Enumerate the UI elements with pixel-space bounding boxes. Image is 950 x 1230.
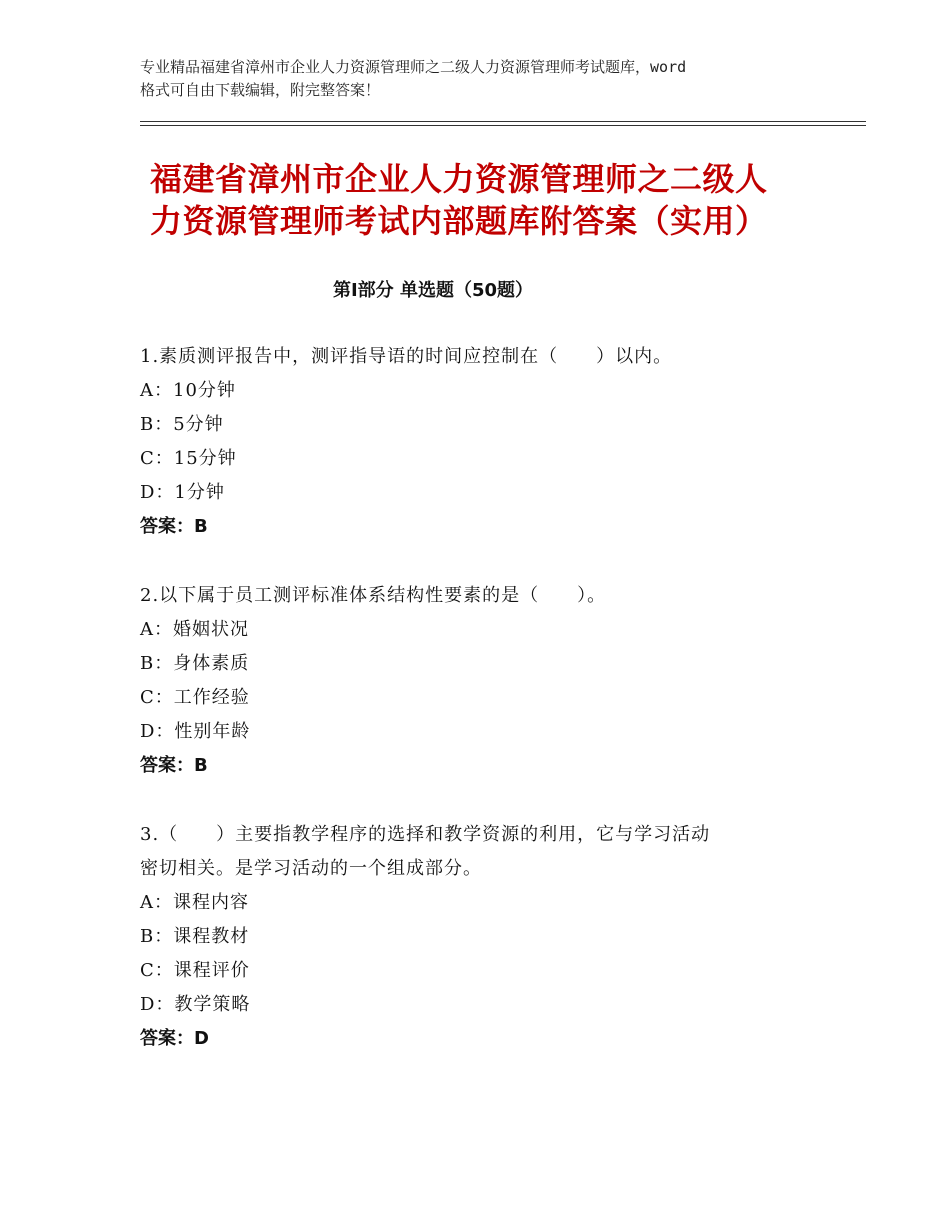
answer: 答案：D xyxy=(140,1028,209,1049)
answer: 答案：B xyxy=(140,755,208,776)
option-c: C：工作经验 xyxy=(140,687,250,708)
document-title xyxy=(150,158,830,242)
header-note xyxy=(140,56,830,102)
section-heading: 第Ⅰ部分 单选题（50题） xyxy=(332,280,533,301)
option-d: D：教学策略 xyxy=(140,994,251,1015)
header-note-line2: 格式可自由下载编辑，附完整答案！ xyxy=(140,81,381,99)
header-divider-top xyxy=(140,121,866,122)
option-c: C：课程评价 xyxy=(140,960,250,981)
question-1 xyxy=(140,340,820,544)
question-text: 2.以下属于员工测评标准体系结构性要素的是（ ）。 xyxy=(140,585,607,606)
option-c: C：15分钟 xyxy=(140,448,237,469)
header-divider-bottom xyxy=(140,125,866,126)
question-text-line1: 3.（ ）主要指教学程序的选择和教学资源的利用，它与学习活动 xyxy=(140,824,711,845)
question-2 xyxy=(140,579,820,783)
option-b: B：5分钟 xyxy=(140,414,224,435)
title-line1: 福建省漳州市企业人力资源管理师之二级人 xyxy=(150,160,768,198)
title-line2: 力资源管理师考试内部题库附答案（实用） xyxy=(150,202,768,240)
answer: 答案：B xyxy=(140,516,208,537)
question-text-line2: 密切相关。是学习活动的一个组成部分。 xyxy=(140,858,482,879)
question-3 xyxy=(140,818,820,1056)
option-b: B：身体素质 xyxy=(140,653,250,674)
option-a: A：课程内容 xyxy=(140,892,249,913)
option-d: D：1分钟 xyxy=(140,482,225,503)
header-note-line1: 专业精品福建省漳州市企业人力资源管理师之二级人力资源管理师考试题库，word xyxy=(140,58,687,76)
question-text: 1.素质测评报告中，测评指导语的时间应控制在（ ）以内。 xyxy=(140,346,673,367)
option-d: D：性别年龄 xyxy=(140,721,251,742)
option-b: B：课程教材 xyxy=(140,926,250,947)
option-a: A：10分钟 xyxy=(140,380,236,401)
option-a: A：婚姻状况 xyxy=(140,619,249,640)
